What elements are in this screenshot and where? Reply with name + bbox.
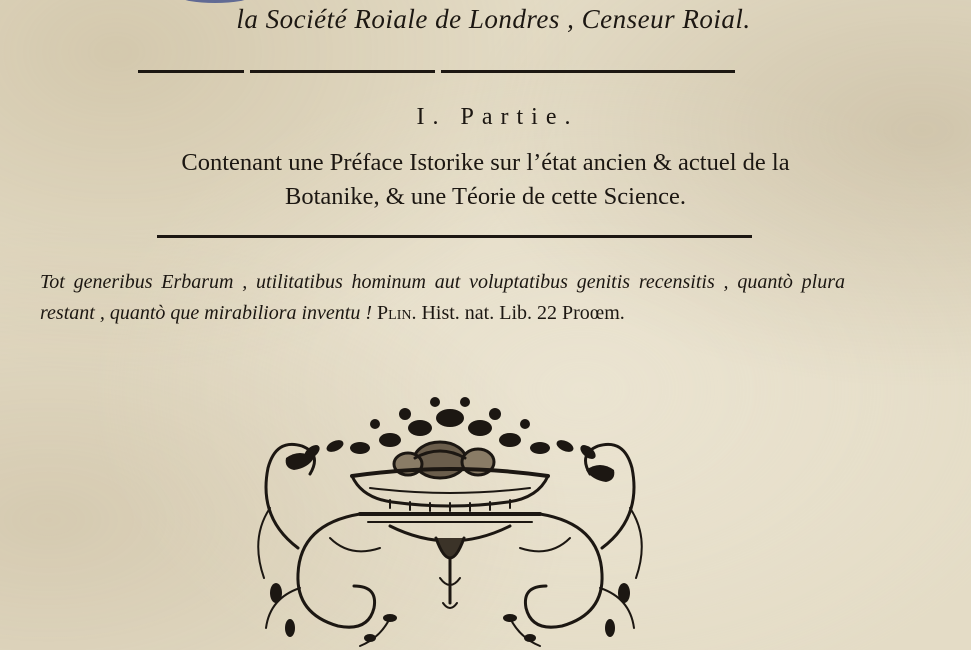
top-rule-left (138, 70, 244, 73)
epigraph-reference: Hist. nat. Lib. 22 Proœm. (421, 302, 625, 324)
part-title: I. Partie. (416, 104, 579, 130)
ink-stroke-mark (180, 0, 250, 3)
epigraph-latin-text: Tot generibus Erbarum , utilitatibus hominum aut voluptatibus genitis recensitis , quantò plura restant , quantò que mirabiliora inventu ! (40, 271, 845, 324)
middle-rule (157, 235, 752, 238)
part-description-line-1: Contenant une Préface Istorike sur l’état ancien & actuel de la (181, 149, 790, 176)
part-description-line-2: Botanike, & une Téorie de cette Science. (285, 183, 686, 210)
epigraph (40, 267, 845, 329)
part-description (0, 146, 971, 214)
epigraph-author: Plin. (377, 302, 417, 324)
author-credentials-line (0, 4, 971, 35)
floral-basket-vignette-icon (240, 388, 660, 650)
top-rule-right (441, 70, 735, 73)
author-credentials-text: la Société Roiale de Londres , Censeur Roial. (236, 4, 751, 34)
top-rule-middle (250, 70, 435, 73)
